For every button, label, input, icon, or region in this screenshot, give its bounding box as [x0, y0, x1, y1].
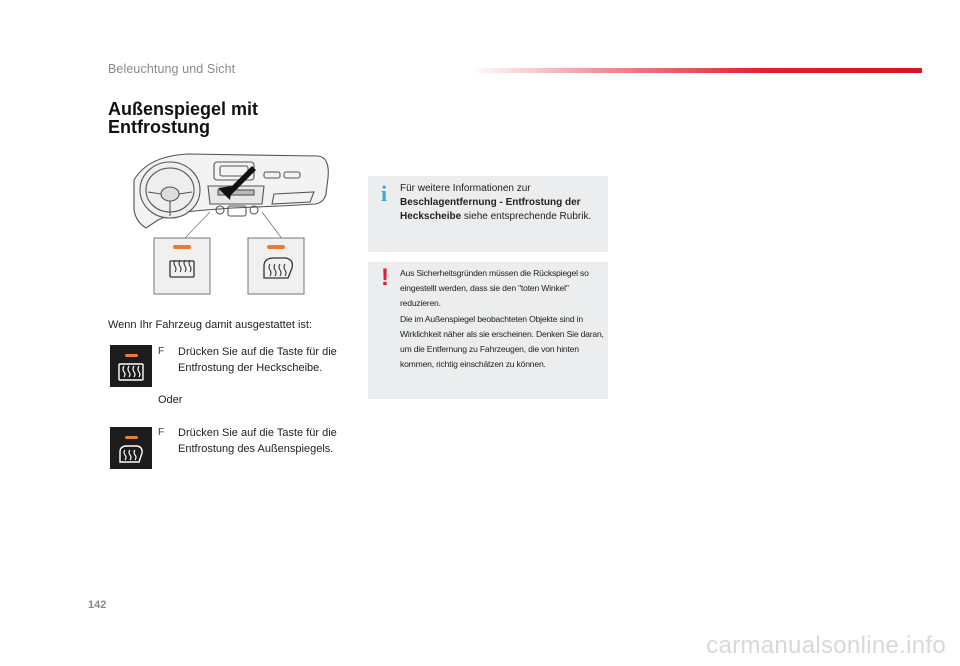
warning-paragraph: Die im Außenspiegel beobachteten Objekte sind in Wirklichkeit näher als sie erscheinen. Denken Sie daran, um die Entfernung zu Fahrzeugen, die von hinten kommen, richtig einschätzen zu können. [400, 313, 604, 370]
bullet-arrow: F [158, 346, 165, 357]
indicator-light [125, 354, 138, 357]
step-text: Drücken Sie auf die Taste für die Entfrostung des Außenspiegels. [178, 427, 337, 455]
section-header: Beleuchtung und Sicht [108, 62, 236, 76]
mirror-defrost-icon [110, 427, 152, 469]
step-mirror [158, 425, 353, 457]
info-text: Für weitere Informationen zur Beschlagentfernung - Entfrostung der Heckscheibe siehe entsprechende Rubrik. [400, 183, 592, 222]
warning-paragraph: Aus Sicherheitsgründen müssen die Rückspiegel so eingestellt werden, dass sie den "toten Winkel" reduzieren. [400, 268, 589, 309]
step-rear-window [158, 344, 353, 376]
mirror-defrost-button-illustration [248, 238, 304, 294]
info-icon: i [381, 181, 388, 206]
header-accent-bar [470, 68, 922, 73]
bullet-arrow: F [158, 427, 165, 438]
warning-text [400, 266, 606, 372]
warning-box [368, 262, 608, 399]
indicator-light [125, 436, 138, 439]
watermark: carmanualsonline.info [706, 632, 946, 659]
info-box [368, 176, 608, 252]
page-title: Außenspiegel mit Entfrostung [108, 99, 259, 137]
warning-icon: ! [381, 264, 389, 291]
or-label: Oder [158, 394, 183, 406]
rear-window-defrost-icon [110, 345, 152, 387]
info-text-bold: Beschlagentfernung - Entfrostung der Heckscheibe [400, 197, 581, 222]
rear-window-defrost-button-illustration [154, 238, 210, 294]
intro-text: Wenn Ihr Fahrzeug damit ausgestattet ist: [108, 319, 313, 331]
page-number: 142 [88, 599, 107, 611]
dashboard-illustration [128, 150, 333, 300]
step-text: Drücken Sie auf die Taste für die Entfrostung der Heckscheibe. [178, 346, 337, 374]
